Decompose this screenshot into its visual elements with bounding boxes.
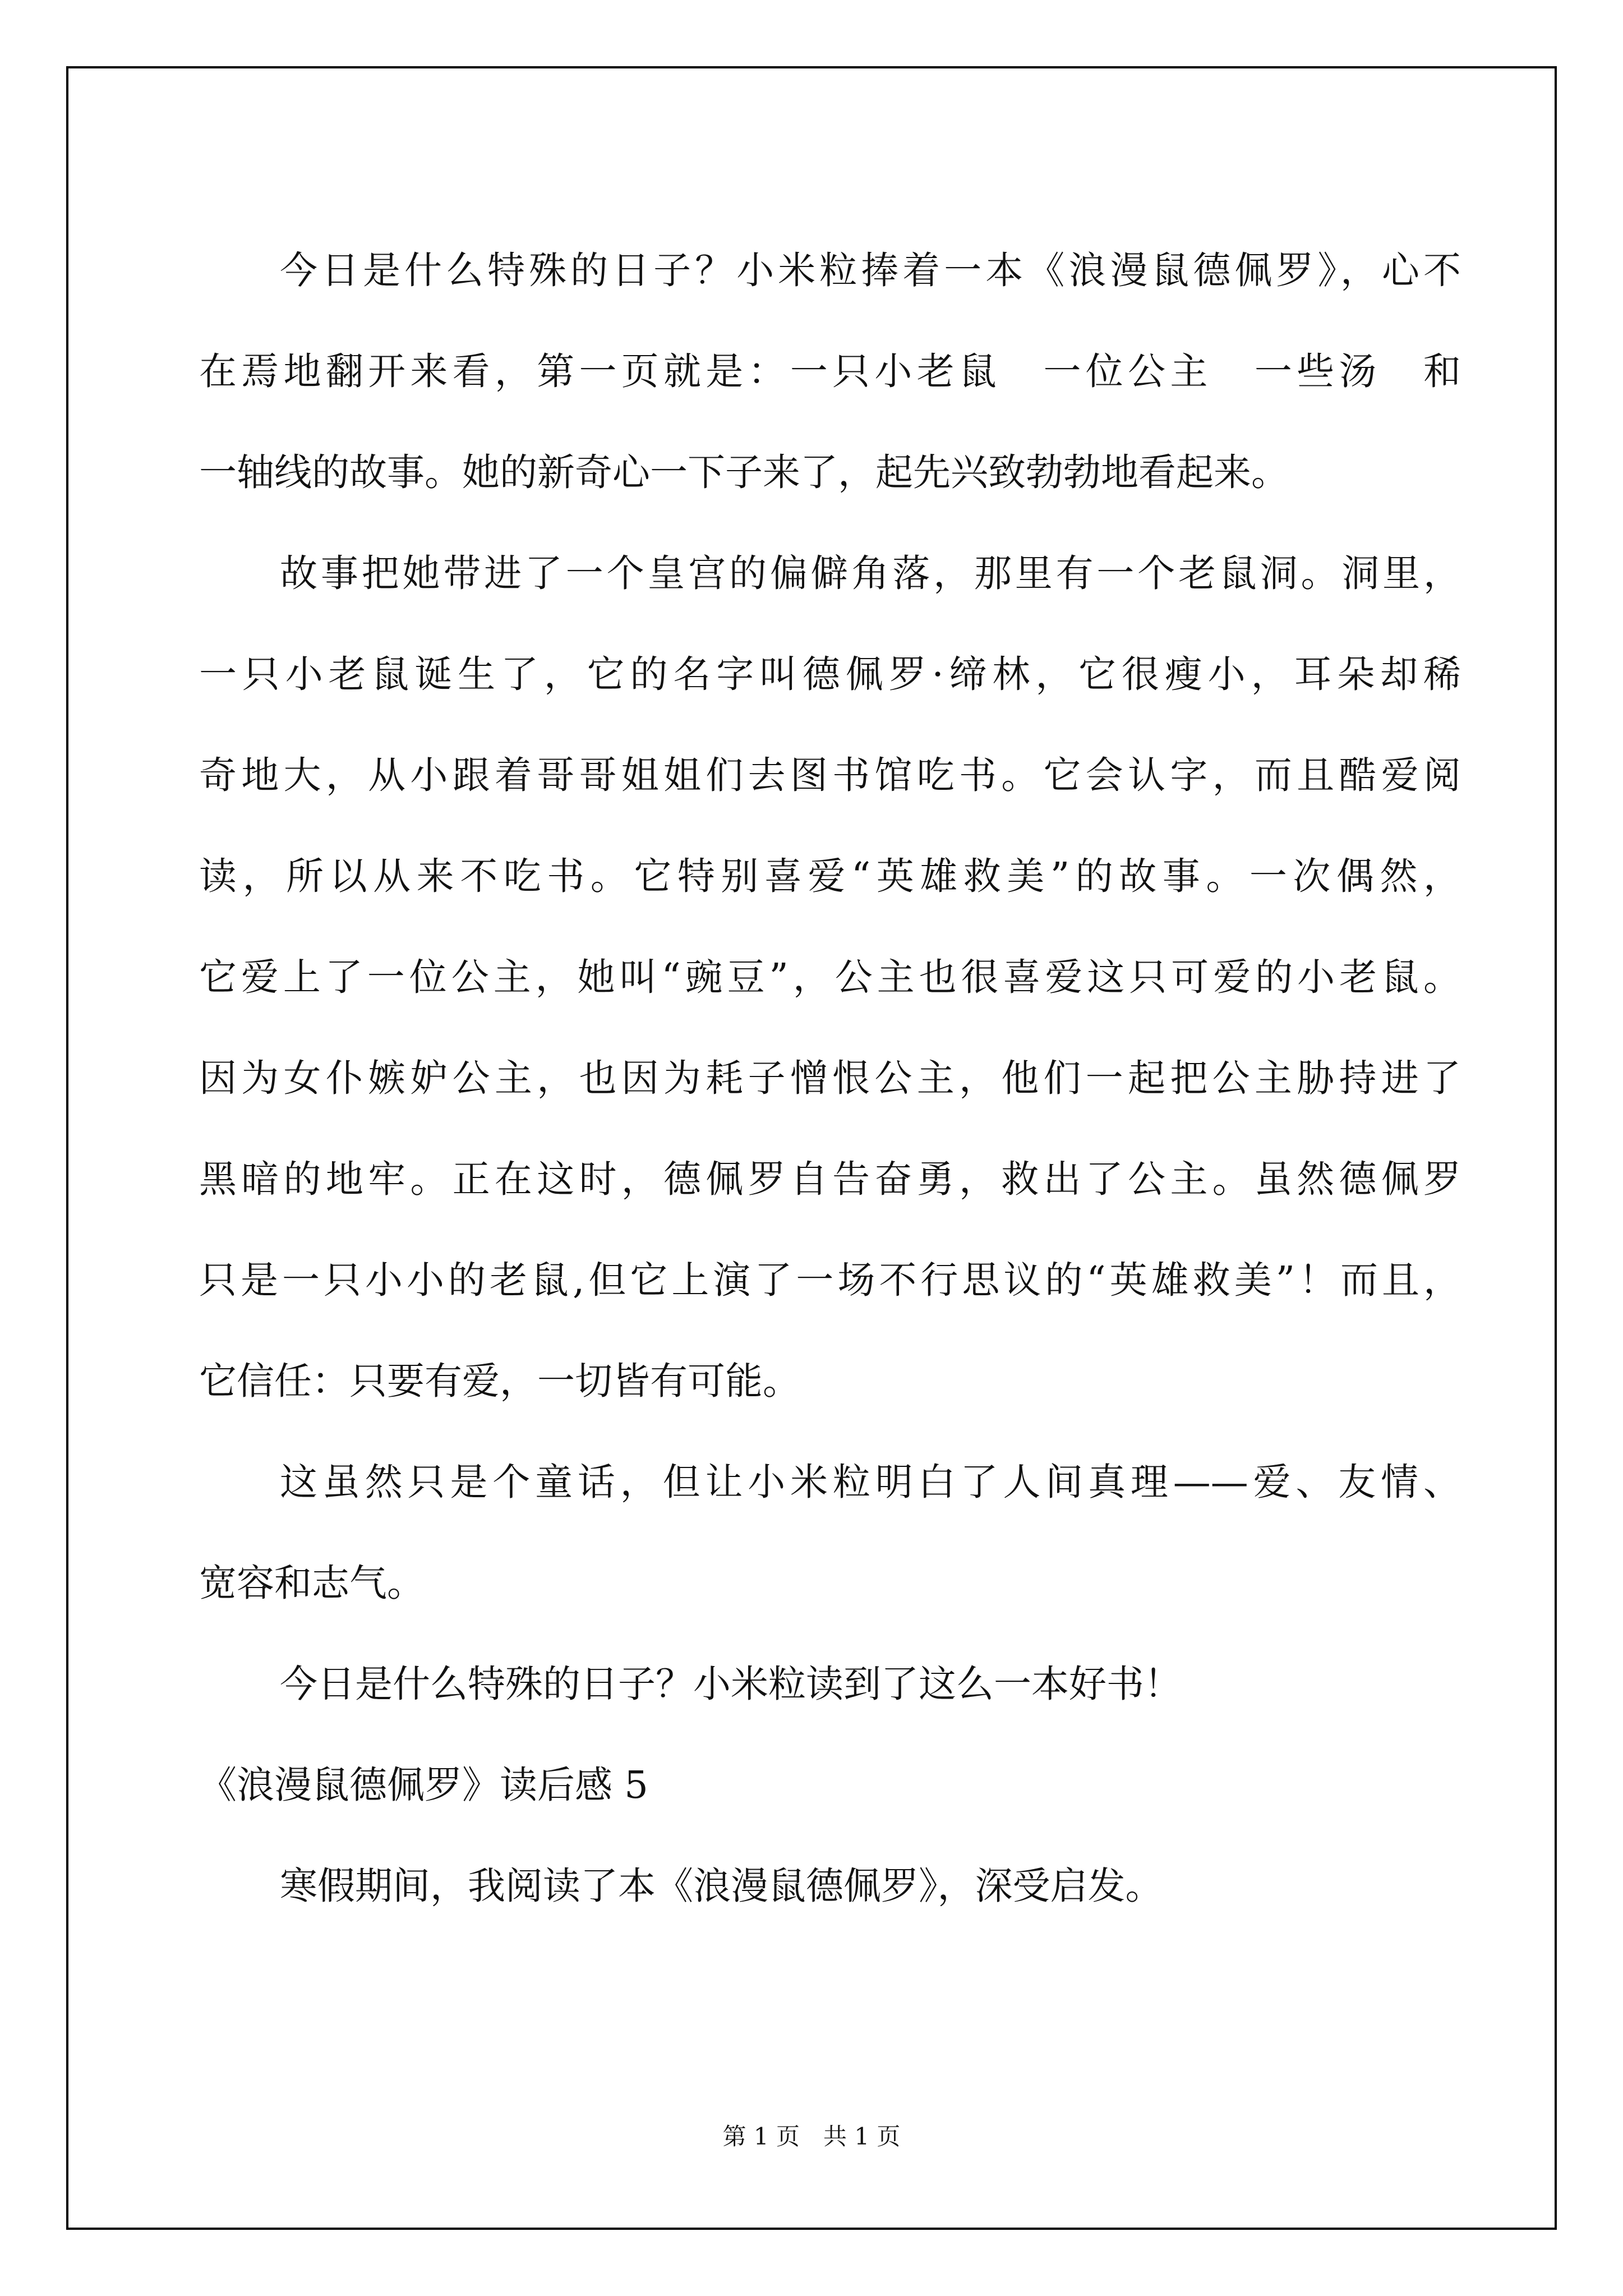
paragraph-line: 宽容和志气。: [199, 1561, 425, 1605]
section-heading: 《浪漫鼠德佩罗》读后感 5: [199, 1763, 648, 1807]
paragraph-line: 在焉地翻开来看，第一页就是：一只小老鼠 一位公主 一些汤 和: [199, 349, 1461, 393]
paragraph-line: 一只小老鼠诞生了，它的名字叫德佩罗·缔林，它很瘦小，耳朵却稀: [199, 652, 1461, 696]
paragraph-line: 这虽然只是个童话，但让小米粒明白了人间真理——爱、友情、: [280, 1460, 1461, 1504]
paragraph-line: 一轴线的故事。她的新奇心一下子来了，起先兴致勃勃地看起来。: [199, 450, 1289, 494]
paragraph-line: 它爱上了一位公主，她叫“豌豆”，公主也很喜爱这只可爱的小老鼠。: [199, 955, 1461, 999]
paragraph-line: 寒假期间，我阅读了本《浪漫鼠德佩罗》，深受启发。: [280, 1864, 1163, 1908]
page-number: 第 1 页 共 1 页: [722, 2123, 901, 2150]
paragraph-line: 只是一只小小的老鼠,但它上演了一场不行思议的“英雄救美”！而且，: [199, 1258, 1461, 1302]
document-body: [199, 220, 1461, 1936]
paragraph-line: 它信任：只要有爱，一切皆有可能。: [199, 1359, 800, 1403]
paragraph-line: 因为女仆嫉妒公主，也因为耗子憎恨公主，他们一起把公主胁持进了: [199, 1056, 1461, 1100]
paragraph-line: 黑暗的地牢。正在这时，德佩罗自告奋勇，救出了公主。虽然德佩罗: [199, 1157, 1461, 1201]
paragraph-line: 今日是什么特殊的日子？小米粒捧着一本《浪漫鼠德佩罗》，心不: [280, 249, 1461, 292]
paragraph-line: 读，所以从来不吃书。它特别喜爱“英雄救美”的故事。一次偶然，: [199, 854, 1461, 898]
paragraph-line: 今日是什么特殊的日子？小米粒读到了这么一本好书！: [280, 1662, 1182, 1706]
paragraph-line: 故事把她带进了一个皇宫的偏僻角落，那里有一个老鼠洞。洞里，: [280, 551, 1461, 595]
paragraph-line: 奇地大，从小跟着哥哥姐姐们去图书馆吃书。它会认字，而且酷爱阅: [199, 753, 1461, 797]
